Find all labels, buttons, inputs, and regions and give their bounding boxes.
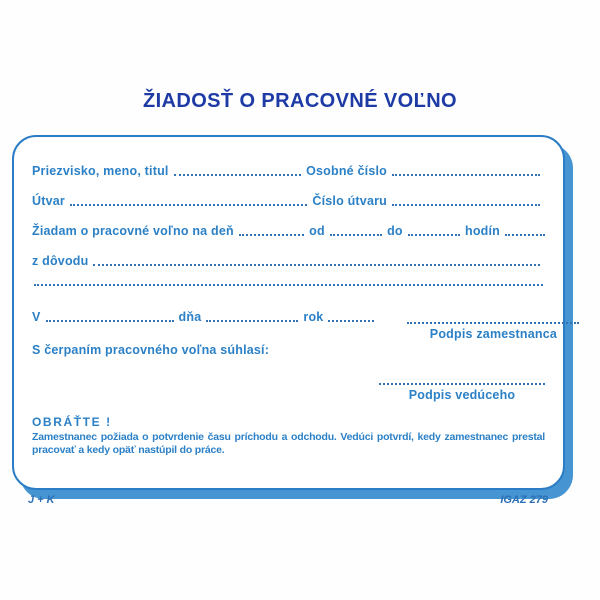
label-utvar: Útvar: [32, 194, 65, 208]
form-row-manager-signature: [32, 370, 545, 402]
consent-label: S čerpaním pracovného voľna súhlasí:: [32, 343, 270, 357]
note-text: Zamestnanec požiada o potvrdenie času príchodu a odchodu. Vedúci potvrdí, kedy zamestnanec prestal pracovať a kedy opäť nastúpil do práce.: [32, 431, 545, 456]
form-card: [12, 135, 565, 490]
signature-employee-label: Podpis zamestnanca: [429, 327, 558, 341]
form-row-utvar: [32, 193, 545, 209]
label-hodin: hodín: [464, 224, 500, 238]
label-do: do: [387, 224, 403, 238]
field-dovod-dotted-line-1: [93, 263, 540, 266]
footer: [28, 494, 548, 506]
field-od-dotted-line: [330, 233, 382, 236]
field-utvar-dotted-line: [70, 203, 307, 206]
form-row-date-signature: [32, 309, 558, 358]
label-osobne-cislo: Osobné číslo: [306, 164, 387, 178]
form-row-dovod-continuation: [32, 283, 545, 289]
label-z-dovodu: z dôvodu: [32, 254, 89, 268]
form-row-den-cas: [32, 223, 545, 239]
label-dna: dňa: [178, 310, 202, 324]
signature-manager-dotted-line: [379, 370, 545, 385]
signature-manager-block: [379, 370, 545, 402]
note-title: OBRÁŤTE !: [32, 415, 112, 429]
field-priezvisko-dotted-line: [174, 173, 302, 176]
label-ziadam-o-volno: Žiadam o pracovné voľno na deň: [32, 224, 234, 238]
field-dovod-dotted-line-2: [34, 283, 543, 286]
field-osobne-cislo-dotted-line: [392, 173, 540, 176]
field-hodin-dotted-line: [505, 233, 545, 236]
label-priezvisko-meno-titul: Priezvisko, meno, titul: [32, 164, 169, 178]
label-v: V: [32, 310, 41, 324]
form-row-dovod: [32, 253, 545, 269]
signature-employee-dotted-line: [407, 309, 579, 324]
turn-over-note: [32, 415, 545, 457]
date-line: [32, 309, 379, 325]
form-number: IGAZ 279: [500, 494, 548, 506]
field-miesto-dotted-line: [46, 319, 174, 322]
publisher-mark: J + K: [28, 494, 55, 506]
signature-manager-label: Podpis vedúceho: [408, 388, 516, 402]
page-title: ŽIADOSŤ O PRACOVNÉ VOĽNO: [142, 90, 458, 112]
field-datum-dotted-line: [206, 319, 298, 322]
signature-employee-block: [407, 309, 579, 341]
label-rok: rok: [303, 310, 324, 324]
label-cislo-utvaru: Číslo útvaru: [312, 194, 387, 208]
form-row-name: [32, 163, 545, 179]
field-rok-dotted-line: [328, 319, 374, 322]
field-cislo-utvaru-dotted-line: [392, 203, 540, 206]
field-do-dotted-line: [408, 233, 460, 236]
field-den-dotted-line: [239, 233, 304, 236]
date-and-consent-column: [32, 309, 379, 358]
label-od: od: [309, 224, 325, 238]
